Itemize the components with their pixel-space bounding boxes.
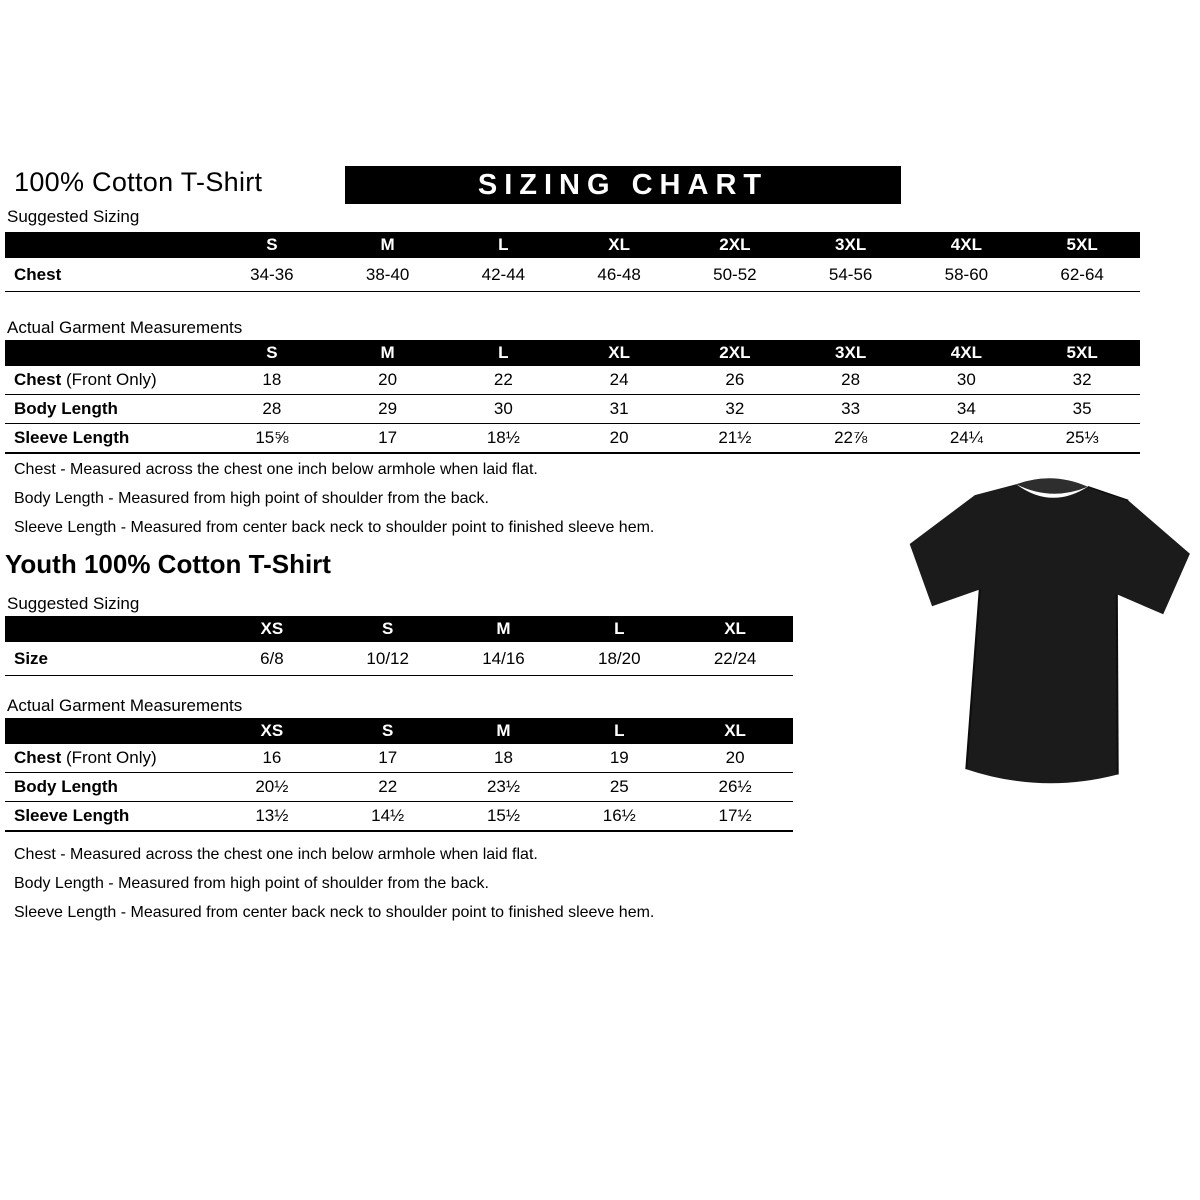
size-column-header: S (382, 721, 394, 740)
size-value: 30 (493, 399, 513, 418)
measurement-note: Chest - Measured across the chest one inch below armhole when laid flat. (14, 846, 538, 863)
adult-measurement-notes (14, 461, 654, 548)
table-row (5, 802, 793, 832)
measurement-note: Sleeve Length - Measured from center back neck to shoulder point to finished sleeve hem. (14, 904, 655, 921)
size-value: 38-40 (365, 264, 410, 284)
table-row (5, 424, 1140, 454)
measurement-note: Body Length - Measured from high point of shoulder from the back. (14, 490, 489, 507)
size-value: 15½ (486, 806, 521, 825)
size-value: 24¼ (949, 428, 983, 447)
table-row (5, 366, 1140, 395)
size-value: 16 (262, 748, 282, 767)
youth-actual-measurements-label: Actual Garment Measurements (7, 696, 243, 715)
size-column-header: 3XL (835, 235, 867, 254)
table-header-row (5, 232, 1140, 258)
size-value: 62-64 (1060, 264, 1104, 284)
youth-actual-table (5, 718, 793, 832)
size-value: 30 (956, 370, 976, 389)
size-column-header: L (614, 619, 625, 638)
size-column-header: L (498, 235, 509, 254)
size-value: 13½ (255, 806, 289, 825)
size-value: 6/8 (260, 648, 284, 668)
tshirt-graphic (887, 463, 1200, 824)
size-value: 58-60 (944, 264, 989, 284)
sizing-chart-banner: SIZING CHART (345, 166, 901, 204)
size-value: 23½ (486, 777, 521, 796)
size-value: 25⅓ (1065, 428, 1099, 447)
size-value: 20 (378, 370, 398, 389)
row-label: Sleeve Length (14, 428, 130, 447)
size-column-header: S (382, 619, 394, 638)
size-value: 32 (725, 399, 745, 418)
size-column-header: 2XL (719, 343, 751, 362)
size-value: 42-44 (481, 264, 526, 284)
table-row (5, 642, 793, 676)
size-value: 14/16 (482, 648, 525, 668)
measurement-note: Sleeve Length - Measured from center back neck to shoulder point to finished sleeve hem. (14, 519, 655, 536)
youth-suggested-table (5, 616, 793, 676)
row-label-suffix: (Front Only) (65, 748, 157, 767)
size-column-header: 5XL (1066, 235, 1098, 254)
size-column-header: XL (608, 343, 630, 362)
adult-suggested-sizing-label: Suggested Sizing (7, 207, 140, 226)
size-column-header: 5XL (1066, 343, 1098, 362)
size-value: 10/12 (366, 648, 409, 668)
measurement-note: Chest - Measured across the chest one inch below armhole when laid flat. (14, 461, 538, 478)
size-column-header: M (496, 619, 511, 638)
size-value: 46-48 (597, 264, 641, 284)
table-row (5, 773, 793, 802)
size-column-header: L (498, 343, 509, 362)
youth-measurement-notes (14, 846, 654, 933)
table-row (5, 744, 793, 773)
adult-actual-table (5, 340, 1140, 454)
size-value: 33 (841, 399, 861, 418)
size-value: 22 (378, 777, 398, 796)
size-value: 24 (609, 370, 629, 389)
size-column-header: S (266, 343, 278, 362)
row-label: Body Length (14, 399, 118, 418)
size-value: 26 (725, 370, 745, 389)
size-value: 17 (378, 748, 398, 767)
row-label (5, 370, 214, 390)
size-column-header: S (266, 235, 278, 254)
size-value: 54-56 (828, 264, 873, 284)
size-column-header: 4XL (950, 343, 982, 362)
table-row (5, 258, 1140, 292)
size-value: 18 (494, 748, 513, 767)
row-label: Size (14, 648, 49, 668)
size-value: 26½ (718, 777, 752, 796)
size-value: 32 (1072, 370, 1092, 389)
size-value: 34 (956, 399, 976, 418)
row-label (5, 748, 214, 768)
size-column-header: M (380, 235, 395, 254)
size-column-header: M (380, 343, 395, 362)
size-value: 18 (262, 370, 282, 389)
size-value: 22⅞ (834, 428, 868, 447)
size-value: 29 (378, 399, 398, 418)
size-column-header: XS (260, 721, 284, 740)
measurement-note: Body Length - Measured from high point of shoulder from the back. (14, 875, 489, 892)
size-column-header: 4XL (950, 235, 982, 254)
size-value: 20½ (255, 777, 289, 796)
size-value: 25 (609, 777, 629, 796)
size-value: 19 (609, 748, 629, 767)
size-value: 35 (1072, 399, 1092, 418)
youth-title: Youth 100% Cotton T-Shirt (5, 549, 331, 579)
size-value: 31 (609, 399, 629, 418)
size-value: 50-52 (713, 264, 757, 284)
page-title: 100% Cotton T-Shirt (14, 167, 263, 197)
size-value: 28 (841, 370, 861, 389)
size-value: 18/20 (598, 648, 641, 668)
size-column-header: M (496, 721, 511, 740)
size-value: 15⅝ (255, 428, 289, 447)
size-column-header: XL (724, 619, 746, 638)
row-label: Chest (14, 264, 62, 284)
size-value: 20 (609, 428, 629, 447)
size-value: 18½ (486, 428, 520, 447)
size-value: 17½ (718, 806, 752, 825)
row-label: Sleeve Length (14, 806, 130, 825)
table-header-row (5, 718, 793, 744)
row-label-main: Chest (14, 748, 66, 767)
tshirt-image (887, 463, 1200, 824)
adult-actual-measurements-label: Actual Garment Measurements (7, 318, 243, 337)
size-value: 22 (493, 370, 513, 389)
size-value: 34-36 (250, 264, 294, 284)
size-column-header: XL (724, 721, 746, 740)
table-row (5, 395, 1140, 424)
size-value: 22/24 (713, 648, 757, 668)
size-value: 28 (262, 399, 282, 418)
row-label-suffix: (Front Only) (65, 370, 157, 389)
size-column-header: 3XL (835, 343, 867, 362)
size-column-header: XS (260, 619, 284, 638)
row-label: Body Length (14, 777, 118, 796)
size-value: 17 (378, 428, 398, 447)
size-column-header: XL (608, 235, 630, 254)
size-column-header: L (614, 721, 625, 740)
size-value: 20 (725, 748, 745, 767)
size-value: 14½ (371, 806, 405, 825)
row-label-main: Chest (14, 370, 66, 389)
table-header-row (5, 340, 1140, 366)
youth-suggested-sizing-label: Suggested Sizing (7, 594, 140, 613)
size-column-header: 2XL (719, 235, 751, 254)
size-value: 16½ (602, 806, 636, 825)
table-header-row (5, 616, 793, 642)
adult-suggested-table (5, 232, 1140, 292)
size-value: 21½ (718, 428, 752, 447)
